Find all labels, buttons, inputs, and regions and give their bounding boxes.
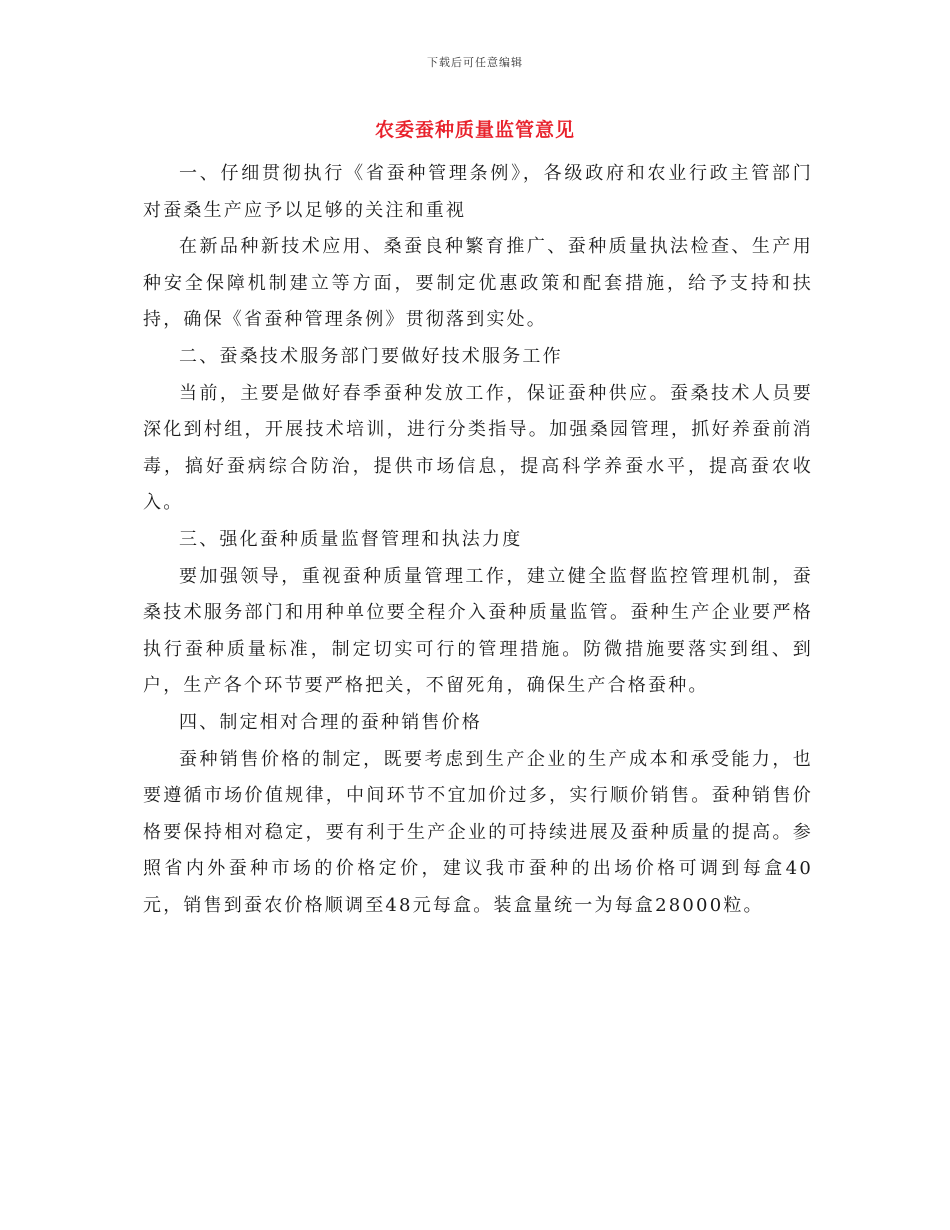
section-heading-3: 三、强化蚕种质量监督管理和执法力度 [179, 528, 523, 550]
document-title: 农委蚕种质量监管意见 [374, 119, 575, 141]
paragraph-4: 蚕种销售价格的制定，既要考虑到生产企业的生产成本和承受能力，也要遵循市场价值规律，中间环节不宜加价过多，实行顺价销售。蚕种销售价格要保持相对稳定，要有利于生产企业的可持续进展及蚕种质量的提高。参照省内外蚕种市场的价格定价，建议我市蚕种的出场价格可调到每盒40元，销售到蚕农价格顺调至48元每盒。装盒量统一为每盒28000粒。 [143, 748, 813, 916]
document-body [143, 156, 813, 924]
section-heading-2: 二、蚕桑技术服务部门要做好技术服务工作 [179, 345, 563, 367]
section-heading-4: 四、制定相对合理的蚕种销售价格 [179, 711, 482, 733]
paragraph-2: 当前，主要是做好春季蚕种发放工作，保证蚕种供应。蚕桑技术人员要深化到村组，开展技术培训，进行分类指导。加强桑园管理，抓好养蚕前消毒，搞好蚕病综合防治，提供市场信息，提高科学养蚕水平，提高蚕农收入。 [143, 382, 813, 514]
section-heading-1: 一、仔细贯彻执行《省蚕种管理条例》，各级政府和农业行政主管部门对蚕桑生产应予以足够的关注和重视 [143, 163, 813, 221]
paragraph-1: 在新品种新技术应用、桑蚕良种繁育推广、蚕种质量执法检查、生产用种安全保障机制建立等方面，要制定优惠政策和配套措施，给予支持和扶持，确保《省蚕种管理条例》贯彻落到实处。 [143, 236, 813, 331]
paragraph-3: 要加强领导，重视蚕种质量管理工作，建立健全监督监控管理机制，蚕桑技术服务部门和用种单位要全程介入蚕种质量监管。蚕种生产企业要严格执行蚕种质量标准，制定切实可行的管理措施。防微措施要落实到组、到户，生产各个环节要严格把关，不留死角，确保生产合格蚕种。 [143, 565, 813, 697]
header-note: 下载后可任意编辑 [427, 56, 523, 69]
